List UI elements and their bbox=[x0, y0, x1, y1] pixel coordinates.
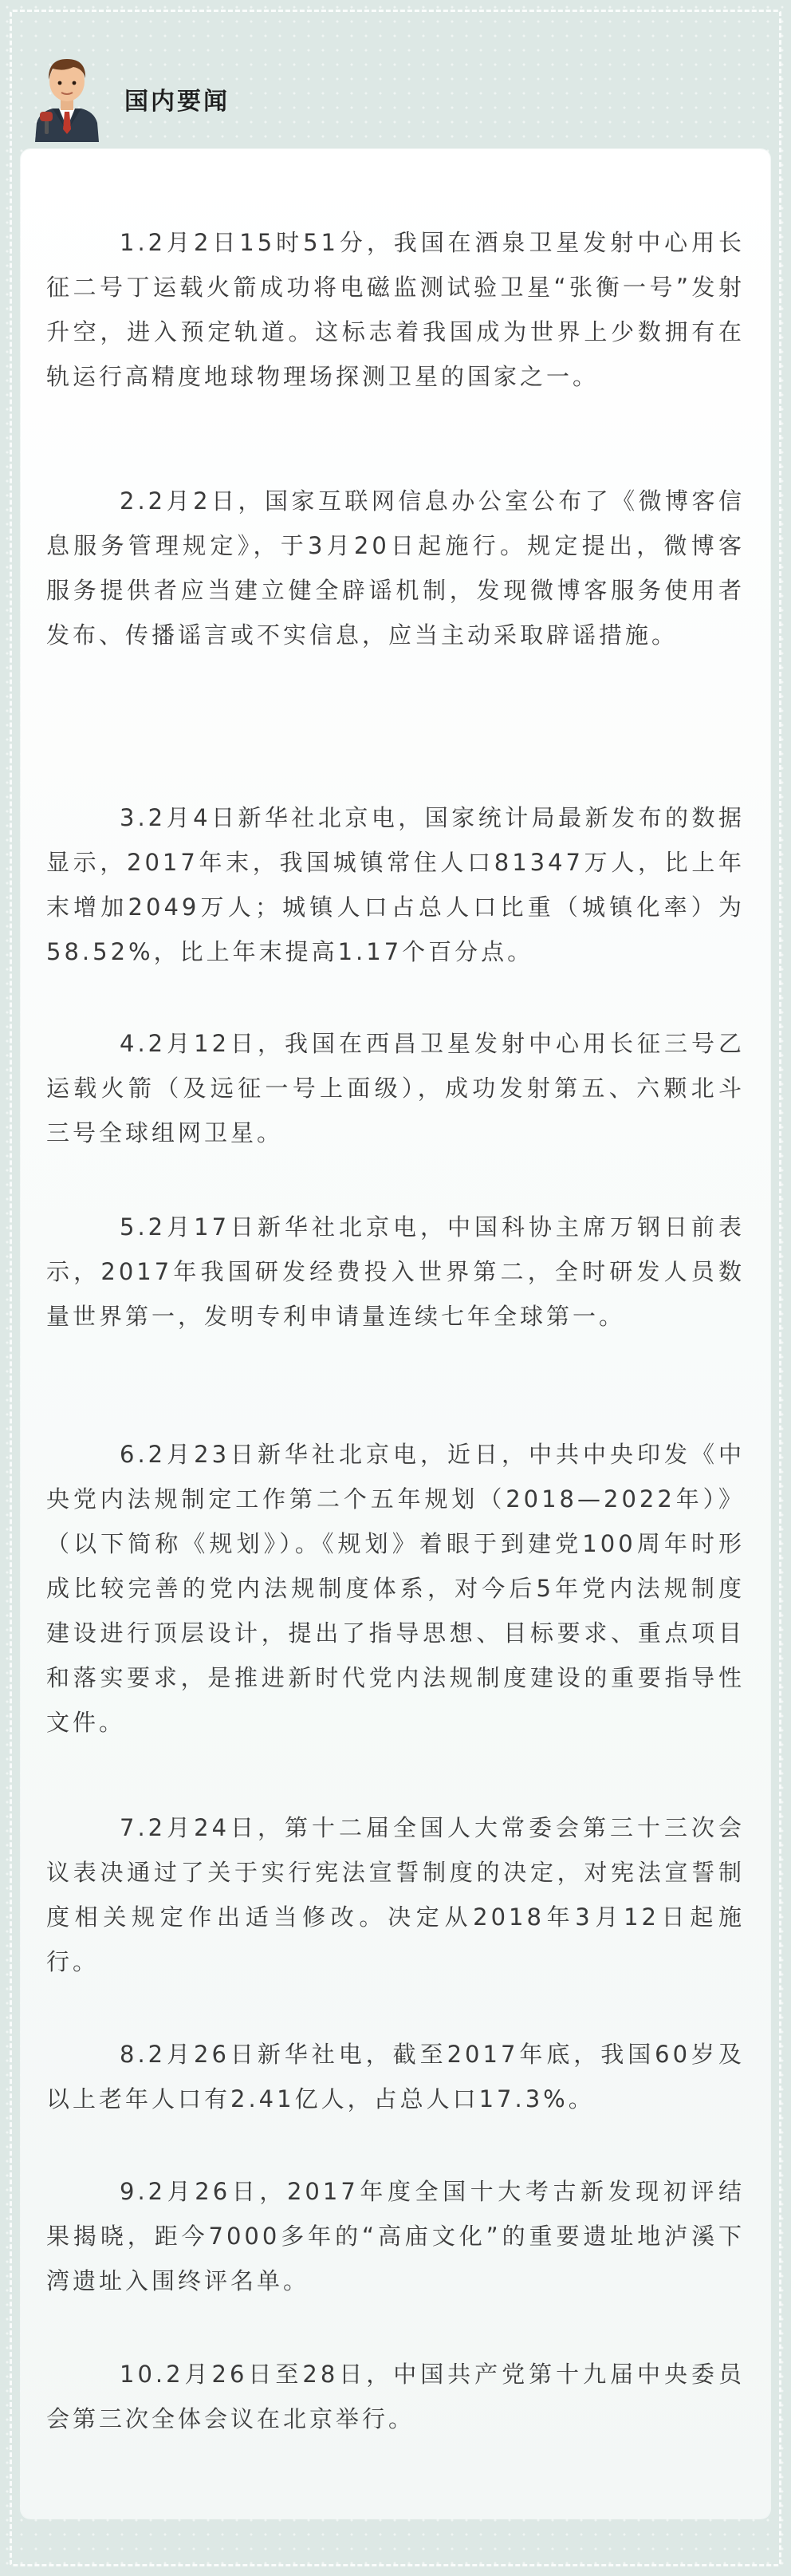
news-item: 2.2月2日，国家互联网信息办公室公布了《微博客信息服务管理规定》，于3月20日起施行。规定提出，微博客服务提供者应当建立健全辟谣机制，发现微博客服务使用者发布、传播谣言或不实信息，应当主动采取辟谣措施。 bbox=[46, 487, 745, 649]
section-header bbox=[24, 49, 375, 153]
news-item: 8.2月26日新华社电，截至2017年底，我国60岁及以上老年人口有2.41亿人，占总人口17.3%。 bbox=[46, 2041, 745, 2112]
news-item: 1.2月2日15时51分，我国在酒泉卫星发射中心用长征二号丁运载火箭成功将电磁监测试验卫星“张衡一号”发射升空，进入预定轨道。这标志着我国成为世界上少数拥有在轨运行高精度地球物理场探测卫星的国家之一。 bbox=[46, 229, 745, 390]
news-item: 10.2月26日至28日，中国共产党第十九届中央委员会第三次全体会议在北京举行。 bbox=[46, 2361, 745, 2432]
news-item: 5.2月17日新华社北京电，中国科协主席万钢日前表示，2017年我国研发经费投入世界第二，全时研发人员数量世界第一，发明专利申请量连续七年全球第一。 bbox=[46, 1213, 745, 1330]
section-title: 国内要闻 bbox=[124, 88, 230, 116]
news-item: 9.2月26日，2017年度全国十大考古新发现初评结果揭晓，距今7000多年的“高庙文化”的重要遗址地泸溪下湾遗址入围终评名单。 bbox=[46, 2178, 745, 2294]
news-item: 6.2月23日新华社北京电，近日，中共中央印发《中央党内法规制定工作第二个五年规划（2018—2022年）》（以下简称《规划》）。《规划》着眼于到建党100周年时形成比较完善的党内法规制度体系，对今后5年党内法规制度建设进行顶层设计，提出了指导思想、目标要求、重点项目和落实要求，是推进新时代党内法规制度建设的重要指导性文件。 bbox=[46, 1441, 745, 1736]
news-item: 3.2月4日新华社北京电，国家统计局最新发布的数据显示，2017年末，我国城镇常住人口81347万人，比上年末增加2049万人；城镇人口占总人口比重（城镇化率）为58.52%，比上年末提高1.17个百分点。 bbox=[46, 804, 745, 965]
news-anchor-avatar-icon bbox=[29, 49, 105, 142]
news-item: 7.2月24日，第十二届全国人大常委会第三十三次会议表决通过了关于实行宪法宣誓制度的决定，对宪法宣誓制度相关规定作出适当修改。决定从2018年3月12日起施行。 bbox=[46, 1814, 745, 1975]
news-item: 4.2月12日，我国在西昌卫星发射中心用长征三号乙运载火箭（及远征一号上面级），成功发射第五、六颗北斗三号全球组网卫星。 bbox=[46, 1030, 745, 1146]
